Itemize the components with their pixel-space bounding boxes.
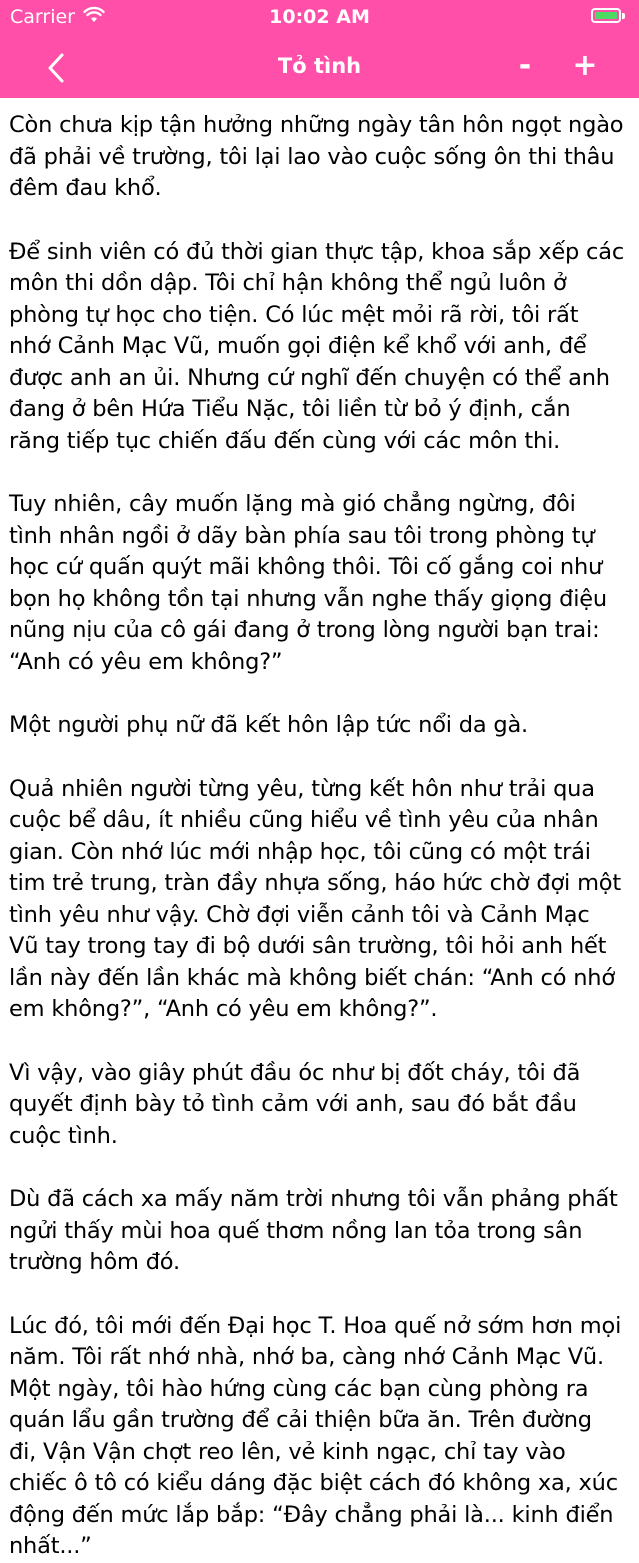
increase-font-button[interactable]: + [572,48,598,83]
navigation-bar [0,40,639,98]
paragraph: Quả nhiên người từng yêu, từng kết hôn như trải qua cuộc bể dâu, ít nhiều cũng hiểu về tình yêu của nhân gian. Còn nhớ lúc mới nhập học, tôi cũng có một trái tim trẻ trung, tràn đầy nhựa sống, háo hức chờ đợi một tình yêu như vậy. Chờ đợi viễn cảnh tôi và Cảnh Mạc Vũ tay trong tay đi bộ dưới sân trường, tôi hỏi anh hết lần này đến lần khác mà không biết chán: “Anh có nhớ em không?”, “Anh có yêu em không?”. [9,775,621,1022]
paragraph: Lúc đó, tôi mới đến Đại học T. Hoa quế nở sớm hơn mọi năm. Tôi rất nhớ nhà, nhớ ba, càng nhớ Cảnh Mạc Vũ. Một ngày, tôi hào hứng cùng các bạn cùng phòng ra quán lẩu gần trường để cải thiện bữa ăn. Trên đường đi, Vận Vận chợt reo lên, vẻ kinh ngạc, chỉ tay vào chiếc ô tô có kiểu dáng đặc biệt cách đó không xa, xúc động đến mức lắp bắp: “Đây chẳng phải là... kinh điển nhất...” [9,1312,622,1559]
paragraph: Để sinh viên có đủ thời gian thực tập, khoa sắp xếp các môn thi dồn dập. Tôi chỉ hận không thể ngủ luôn ở phòng tự học cho tiện. Có lúc mệt mỏi rã rời, tôi rất nhớ Cảnh Mạc Vũ, muốn gọi điện kể khổ với anh, để được anh an ủi. Nhưng cứ nghĩ đến chuyện có thể anh đang ở bên Hứa Tiểu Nặc, tôi liền từ bỏ ý định, cắn răng tiếp tục chiến đấu đến cùng với các môn thi. [9,238,624,454]
paragraph: Còn chưa kịp tận hưởng những ngày tân hôn ngọt ngào đã phải về trường, tôi lại lao vào cuộc sống ôn thi thâu đêm đau khổ. [9,112,624,201]
paragraph: Tuy nhiên, cây muốn lặng mà gió chẳng ngừng, đôi tình nhân ngồi ở dãy bàn phía sau tôi trong phòng tự học cứ quấn quýt mãi không thôi. Tôi cố gắng coi như bọn họ không tồn tại nhưng vẫn nghe thấy giọng điệu nũng nịu của cô gái đang ở trong lòng người bạn trai: “Anh có yêu em không?” [9,491,607,675]
chapter-content [0,98,639,1559]
carrier-label: Carrier [10,6,75,28]
paragraph: Một người phụ nữ đã kết hôn lập tức nổi da gà. [9,712,529,738]
paragraph: Dù đã cách xa mấy năm trời nhưng tôi vẫn phảng phất ngửi thấy mùi hoa quế thơm nồng lan tỏa trong sân trường hôm đó. [9,1186,618,1275]
battery-icon [591,8,625,23]
status-time: 10:02 AM [269,6,370,28]
page-title: Tỏ tình [277,54,362,78]
status-bar [0,0,639,40]
paragraph: Vì vậy, vào giây phút đầu óc như bị đốt cháy, tôi đã quyết định bày tỏ tình cảm với anh, sau đó bắt đầu cuộc tình. [9,1059,581,1149]
decrease-font-button[interactable]: - [518,48,532,83]
